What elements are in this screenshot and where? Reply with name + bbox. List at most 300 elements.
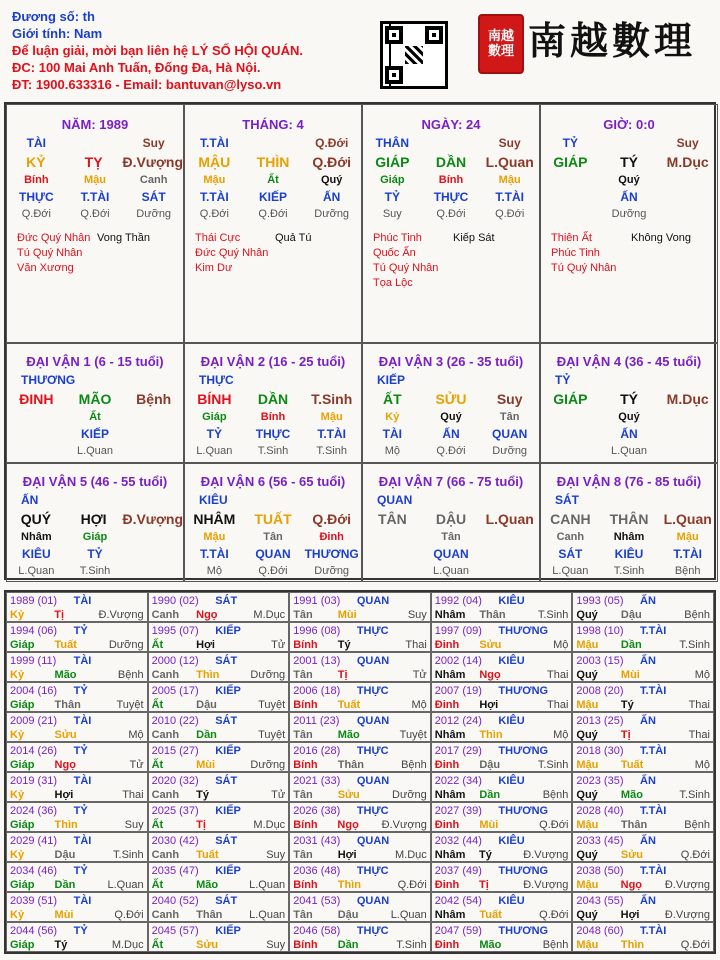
year-stem: Bính bbox=[293, 639, 318, 651]
year-bottom bbox=[435, 758, 569, 772]
dai-van-hidden: Nhâm bbox=[21, 531, 52, 543]
dai-van-god: T.TÀI bbox=[317, 427, 347, 441]
dai-van-hidden-row bbox=[185, 531, 361, 543]
year-top bbox=[152, 744, 286, 758]
dai-van-hidden-row bbox=[363, 411, 539, 423]
pillar-hidden: Mậu bbox=[498, 174, 521, 186]
year-star: TỶ bbox=[73, 685, 88, 697]
year-bottom bbox=[293, 938, 427, 952]
year-bottom bbox=[293, 848, 427, 862]
year-label: 1996 (08) bbox=[293, 625, 341, 637]
year-cell bbox=[6, 892, 148, 922]
year-top bbox=[152, 834, 286, 848]
year-branch: Tị bbox=[620, 729, 631, 741]
year-branch: Mùi bbox=[54, 909, 74, 921]
year-label: 2004 (16) bbox=[10, 685, 58, 697]
year-top bbox=[152, 684, 286, 698]
pillar-top: Suy bbox=[142, 136, 165, 150]
dai-van-hidden-row bbox=[7, 411, 183, 423]
year-star: T.TÀI bbox=[640, 805, 667, 817]
year-star: KIẾP bbox=[215, 805, 241, 817]
year-bottom bbox=[152, 908, 286, 922]
year-top bbox=[293, 744, 427, 758]
year-stem: Kỷ bbox=[10, 729, 25, 741]
year-bottom bbox=[435, 908, 569, 922]
year-cell bbox=[431, 742, 573, 772]
pillar-top bbox=[66, 136, 125, 150]
year-stem: Canh bbox=[151, 909, 180, 921]
year-label: 2013 (25) bbox=[576, 715, 624, 727]
dai-van-hidden: Tân bbox=[441, 531, 461, 543]
year-branch: Tị bbox=[54, 609, 64, 621]
year-cell bbox=[289, 862, 431, 892]
star-bad bbox=[97, 246, 177, 261]
year-branch: Tuất bbox=[479, 909, 502, 921]
dai-van-hidden-row bbox=[7, 531, 183, 543]
pillar-main: TỴ bbox=[84, 154, 103, 170]
year-cell bbox=[148, 802, 290, 832]
year-cell bbox=[572, 682, 714, 712]
year-bottom bbox=[152, 638, 286, 652]
year-stem: Kỷ bbox=[10, 669, 25, 681]
year-bottom bbox=[10, 878, 144, 892]
pillar-cell bbox=[6, 104, 184, 343]
pillar-top-row bbox=[185, 136, 361, 150]
dai-van-state: L.Quan bbox=[610, 445, 648, 457]
year-top bbox=[10, 804, 144, 818]
year-top bbox=[576, 924, 710, 938]
brand-title: 南越數理 bbox=[528, 18, 697, 63]
year-bottom bbox=[576, 758, 710, 772]
dai-van-hidden: Mậu bbox=[676, 531, 699, 543]
star-row bbox=[373, 276, 533, 291]
year-bottom bbox=[293, 638, 427, 652]
year-branch: Tý bbox=[479, 849, 492, 861]
year-cell bbox=[572, 652, 714, 682]
star-row bbox=[195, 246, 355, 261]
year-star: KIÊU bbox=[498, 775, 525, 787]
year-stem: Ất bbox=[151, 639, 164, 651]
year-top bbox=[435, 834, 569, 848]
year-top bbox=[10, 744, 144, 758]
year-label: 2030 (42) bbox=[151, 835, 199, 847]
year-stem: Kỷ bbox=[10, 789, 25, 801]
year-bottom bbox=[152, 878, 286, 892]
star-bad bbox=[631, 261, 711, 276]
dai-van-god: THỰC bbox=[255, 427, 291, 441]
year-cell bbox=[431, 652, 573, 682]
year-top bbox=[576, 804, 710, 818]
year-top bbox=[10, 894, 144, 908]
year-cell bbox=[148, 682, 290, 712]
year-state: Mộ bbox=[553, 729, 569, 741]
year-cell bbox=[289, 772, 431, 802]
star-bad bbox=[275, 246, 355, 261]
year-cell bbox=[431, 832, 573, 862]
pillar-god: T.TÀI bbox=[200, 190, 229, 204]
header-info bbox=[12, 8, 372, 93]
year-cell bbox=[6, 622, 148, 652]
year-star: QUAN bbox=[356, 715, 390, 727]
year-state: Bệnh bbox=[684, 609, 710, 621]
dai-van-hidden-row bbox=[363, 531, 539, 543]
year-stem: Tân bbox=[293, 609, 313, 621]
year-label: 2025 (37) bbox=[151, 805, 199, 817]
year-cell bbox=[431, 622, 573, 652]
dai-van-star: KIẾP bbox=[377, 373, 406, 387]
dai-van-star: SÁT bbox=[555, 493, 579, 507]
year-cell bbox=[289, 682, 431, 712]
pillar-top: Suy bbox=[676, 136, 699, 150]
dai-van-state: Mộ bbox=[384, 445, 400, 457]
year-bottom bbox=[10, 908, 144, 922]
year-bottom bbox=[293, 818, 427, 832]
pillar-main: Q.Đới bbox=[312, 154, 352, 170]
year-cell bbox=[572, 742, 714, 772]
pillar-hidden-row bbox=[363, 174, 539, 186]
year-cell bbox=[289, 802, 431, 832]
dai-van-state: L.Quan bbox=[196, 445, 233, 457]
year-label: 1992 (04) bbox=[434, 595, 482, 607]
dai-van-main-row bbox=[363, 511, 539, 527]
pillar-state: Q.Đới bbox=[436, 208, 466, 220]
year-branch: Dần bbox=[479, 789, 501, 801]
year-label: 2026 (38) bbox=[293, 805, 341, 817]
year-label: 2002 (14) bbox=[434, 655, 482, 667]
year-star: TÀI bbox=[73, 715, 92, 727]
year-bottom bbox=[10, 758, 144, 772]
year-label: 2045 (57) bbox=[151, 925, 199, 937]
year-bottom bbox=[576, 728, 710, 742]
year-bottom bbox=[435, 668, 569, 682]
year-cell bbox=[572, 832, 714, 862]
year-bottom bbox=[152, 938, 286, 952]
dai-van-god-row bbox=[363, 427, 539, 441]
pillar-hidden: Mậu bbox=[203, 174, 226, 186]
year-bottom bbox=[10, 668, 144, 682]
year-label: 2027 (39) bbox=[434, 805, 482, 817]
year-branch: Thân bbox=[620, 819, 648, 831]
year-label: 2043 (55) bbox=[576, 895, 624, 907]
dai-van-main-row bbox=[7, 511, 183, 527]
year-top bbox=[293, 774, 427, 788]
year-cell bbox=[289, 892, 431, 922]
year-bottom bbox=[576, 848, 710, 862]
year-label: 2011 (23) bbox=[293, 715, 340, 727]
dai-van-title: ĐẠI VẬN 1 (6 - 15 tuổi) bbox=[26, 354, 164, 369]
dai-van-god-row bbox=[7, 427, 183, 441]
year-stem: Giáp bbox=[10, 699, 35, 711]
year-star: TỶ bbox=[73, 745, 88, 757]
year-label: 2039 (51) bbox=[10, 895, 58, 907]
pillar-top bbox=[422, 136, 481, 150]
year-stem: Tân bbox=[293, 849, 313, 861]
year-top bbox=[152, 654, 286, 668]
dai-van-main: BÍNH bbox=[197, 391, 232, 407]
year-cell bbox=[572, 922, 714, 952]
dai-van-god: QUAN bbox=[492, 427, 528, 441]
dai-van-state bbox=[7, 445, 66, 457]
year-branch: Ngọ bbox=[337, 819, 359, 831]
year-state: Suy bbox=[407, 609, 427, 621]
pillar-main: KỶ bbox=[26, 154, 46, 170]
year-label: 2033 (45) bbox=[576, 835, 624, 847]
year-branch: Hợi bbox=[620, 909, 640, 921]
year-stem: Ất bbox=[151, 819, 164, 831]
star-bad: Vong Thần bbox=[97, 232, 151, 244]
year-star: T.TÀI bbox=[640, 925, 667, 937]
year-top bbox=[293, 834, 427, 848]
year-branch: Hợi bbox=[337, 849, 357, 861]
year-stem: Mậu bbox=[576, 879, 599, 891]
dai-van-main-row bbox=[7, 391, 183, 407]
year-star: KIÊU bbox=[498, 895, 525, 907]
year-star: ẤN bbox=[640, 715, 656, 727]
dai-van-state-row bbox=[363, 565, 539, 577]
pillar-top-row bbox=[541, 136, 717, 150]
year-star: TÀI bbox=[73, 835, 92, 847]
dai-van-cell bbox=[540, 343, 718, 463]
year-star: T.TÀI bbox=[640, 745, 667, 757]
dai-van-main: TUẤT bbox=[254, 511, 292, 527]
year-label: 2048 (60) bbox=[576, 925, 624, 937]
dai-van-god: T.TÀI bbox=[673, 547, 703, 561]
dai-van-hidden: Kỷ bbox=[385, 411, 400, 423]
year-stem: Kỷ bbox=[10, 849, 25, 861]
year-cell bbox=[289, 742, 431, 772]
year-stem: Đinh bbox=[434, 699, 460, 711]
pillar-god: ẤN bbox=[323, 190, 341, 204]
year-state: M.Dục bbox=[253, 819, 286, 831]
year-branch: Thìn bbox=[479, 729, 503, 741]
star-bad: Kiếp Sát bbox=[453, 232, 495, 244]
year-state: Mộ bbox=[694, 759, 710, 771]
pillar-state: Dưỡng bbox=[611, 208, 647, 220]
dai-van-state bbox=[658, 445, 717, 457]
star-good: Đức Quý Nhân bbox=[195, 247, 269, 259]
year-branch: Thân bbox=[54, 699, 81, 711]
year-cell bbox=[6, 862, 148, 892]
year-state: Tuyệt bbox=[258, 699, 286, 711]
year-state: Dưỡng bbox=[392, 789, 427, 801]
year-top bbox=[576, 894, 710, 908]
year-branch: Tý bbox=[337, 639, 351, 651]
dai-van-state bbox=[541, 445, 600, 457]
year-top bbox=[435, 864, 569, 878]
dai-van-main: ĐINH bbox=[19, 391, 54, 407]
star-row bbox=[17, 246, 177, 261]
year-stem: Canh bbox=[151, 849, 180, 861]
year-star: THỰC bbox=[356, 745, 389, 757]
star-row bbox=[551, 246, 711, 261]
year-top bbox=[152, 864, 286, 878]
year-label: 2031 (43) bbox=[293, 835, 341, 847]
year-label: 2010 (22) bbox=[151, 715, 199, 727]
pillar-god: THỰC bbox=[433, 190, 469, 204]
year-stem: Ất bbox=[151, 879, 164, 891]
year-stem: Quý bbox=[576, 789, 598, 801]
dai-van-star: ẤN bbox=[21, 493, 39, 507]
dai-van-god bbox=[480, 547, 539, 561]
year-state: Đ.Vượng bbox=[98, 609, 144, 621]
dai-van-hidden: Mậu bbox=[320, 411, 343, 423]
star-bad bbox=[631, 246, 711, 261]
year-label: 2000 (12) bbox=[151, 655, 199, 667]
year-bottom bbox=[576, 818, 710, 832]
pillar-main-row bbox=[541, 154, 717, 170]
year-cell bbox=[6, 742, 148, 772]
year-branch: Tuất bbox=[337, 699, 361, 711]
year-cell bbox=[6, 832, 148, 862]
dai-van-hidden: Ất bbox=[89, 411, 101, 423]
dai-van-main: L.Quan bbox=[485, 511, 534, 527]
year-label: 2044 (56) bbox=[10, 925, 58, 937]
year-state: M.Dục bbox=[111, 939, 144, 951]
year-stem: Nhâm bbox=[434, 849, 466, 861]
year-state: T.Sinh bbox=[537, 609, 569, 621]
year-state: Tử bbox=[271, 789, 286, 801]
year-top bbox=[576, 654, 710, 668]
star-good: Văn Xương bbox=[17, 262, 74, 274]
year-state: Mộ bbox=[411, 699, 427, 711]
pillar-state bbox=[658, 208, 717, 220]
year-label: 2005 (17) bbox=[151, 685, 199, 697]
year-branch: Mão bbox=[337, 729, 360, 741]
year-state: Tuyệt bbox=[399, 729, 427, 741]
pillar-hidden: Mậu bbox=[84, 174, 106, 186]
year-top bbox=[293, 684, 427, 698]
year-branch: Sửu bbox=[479, 639, 502, 651]
year-state: M.Dục bbox=[253, 609, 286, 621]
year-top bbox=[152, 804, 286, 818]
year-star: TÀI bbox=[73, 655, 92, 667]
pillar-top: Suy bbox=[498, 136, 521, 150]
year-cell bbox=[572, 802, 714, 832]
pillar-state-row bbox=[541, 208, 717, 220]
year-cell bbox=[148, 832, 290, 862]
year-stem: Mậu bbox=[576, 939, 599, 951]
year-branch: Mùi bbox=[620, 669, 640, 681]
pillar-god: TỶ bbox=[384, 190, 400, 204]
year-top bbox=[10, 624, 144, 638]
year-star: THỰC bbox=[356, 925, 389, 937]
pillar-god: T.TÀI bbox=[495, 190, 525, 204]
star-good: Quốc Ấn bbox=[373, 247, 416, 259]
year-cell bbox=[431, 712, 573, 742]
year-label: 1990 (02) bbox=[151, 595, 199, 607]
year-branch: Dậu bbox=[620, 609, 642, 621]
year-label: 1994 (06) bbox=[10, 625, 58, 637]
dai-van-state: T.Sinh bbox=[257, 445, 289, 457]
year-bottom bbox=[435, 698, 569, 712]
star-bad: Quả Tú bbox=[275, 232, 312, 244]
year-top bbox=[576, 744, 710, 758]
year-top bbox=[10, 714, 144, 728]
year-top bbox=[152, 624, 286, 638]
year-stem: Mậu bbox=[576, 699, 599, 711]
dai-van-god: TỶ bbox=[87, 547, 103, 561]
dai-van-cell bbox=[6, 343, 184, 463]
year-state: Đ.Vượng bbox=[381, 819, 427, 831]
year-top bbox=[152, 774, 286, 788]
year-bottom bbox=[293, 878, 427, 892]
year-state: Đ.Vượng bbox=[523, 849, 569, 861]
year-bottom bbox=[10, 638, 144, 652]
year-stem: Quý bbox=[576, 729, 598, 741]
year-stem: Canh bbox=[151, 609, 180, 621]
year-branch: Tý bbox=[196, 789, 209, 801]
year-label: 2017 (29) bbox=[434, 745, 482, 757]
dai-van-hidden-row bbox=[185, 411, 361, 423]
year-stem: Bính bbox=[293, 759, 318, 771]
year-top bbox=[435, 804, 569, 818]
year-star: TÀI bbox=[73, 895, 92, 907]
year-stem: Đinh bbox=[434, 639, 460, 651]
year-top bbox=[152, 924, 286, 938]
year-stem: Giáp bbox=[10, 759, 35, 771]
year-state: T.Sinh bbox=[537, 759, 569, 771]
dai-van-star: KIÊU bbox=[199, 493, 228, 507]
dai-van-god-row bbox=[541, 547, 717, 561]
dai-van-main: Q.Đới bbox=[312, 511, 352, 527]
pillar-top: Q.Đới bbox=[315, 136, 349, 150]
star-row bbox=[195, 261, 355, 276]
year-state: M.Dục bbox=[395, 849, 427, 861]
year-top bbox=[435, 744, 569, 758]
star-good: Tú Quý Nhân bbox=[551, 262, 617, 274]
year-state: L.Quan bbox=[390, 909, 427, 921]
year-star: TÀI bbox=[73, 595, 92, 607]
year-bottom bbox=[152, 698, 286, 712]
pillar-title: THÁNG: 4 bbox=[242, 117, 304, 132]
year-bottom bbox=[576, 938, 710, 952]
dai-van-god: T.TÀI bbox=[200, 547, 229, 561]
year-label: 2029 (41) bbox=[10, 835, 58, 847]
dai-van-god: KIẾP bbox=[81, 427, 110, 441]
pillar-top: TÀI bbox=[26, 136, 46, 150]
dai-van-main: GIÁP bbox=[553, 391, 588, 407]
year-bottom bbox=[152, 848, 286, 862]
year-branch: Tị bbox=[196, 819, 206, 831]
year-branch: Mùi bbox=[196, 759, 216, 771]
year-bottom bbox=[435, 638, 569, 652]
year-top bbox=[10, 864, 144, 878]
year-state: Tử bbox=[271, 639, 286, 651]
dai-van-state: Dưỡng bbox=[492, 445, 528, 457]
year-top bbox=[576, 864, 710, 878]
year-stem: Tân bbox=[293, 669, 313, 681]
year-star: T.TÀI bbox=[640, 865, 667, 877]
pillar-stars bbox=[373, 231, 533, 291]
year-top bbox=[10, 654, 144, 668]
pillar-top: THÂN bbox=[375, 136, 409, 150]
year-label: 2024 (36) bbox=[10, 805, 58, 817]
year-state: Bệnh bbox=[542, 939, 569, 951]
year-cell bbox=[6, 772, 148, 802]
dai-van-main: CANH bbox=[550, 511, 591, 527]
dai-van-hidden: Mậu bbox=[203, 531, 226, 543]
pillar-god: KIẾP bbox=[259, 190, 288, 204]
dai-van-star: QUAN bbox=[377, 493, 413, 507]
year-state: Suy bbox=[266, 939, 286, 951]
dai-van-main-row bbox=[363, 391, 539, 407]
year-state: Q.Đới bbox=[114, 909, 144, 921]
year-top bbox=[10, 834, 144, 848]
year-bottom bbox=[10, 788, 144, 802]
year-cell bbox=[431, 892, 573, 922]
year-state: Bệnh bbox=[401, 759, 427, 771]
year-stem: Đinh bbox=[434, 819, 460, 831]
